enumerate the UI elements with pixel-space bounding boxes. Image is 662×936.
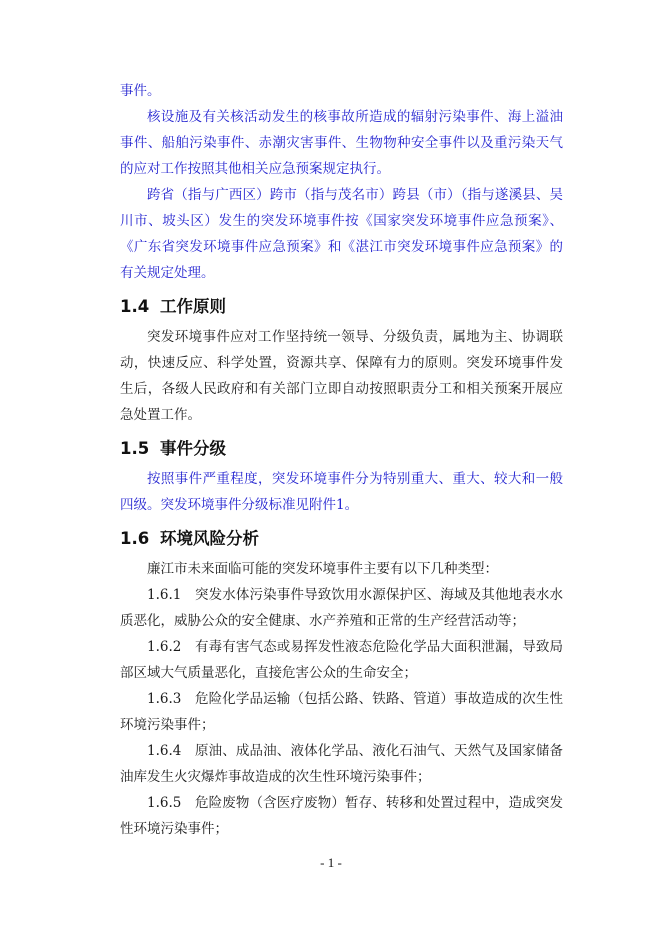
paragraph-cross-region-events: 跨省（指与广西区）跨市（指与茂名市）跨县（市）（指与遂溪县、吴川市、坡头区）发生的突发环境事件按《国家突发环境事件应急预案》、《广东省突发环境事件应急预案》和《湛江市突发环境事件应急预案》的有关规定处理。 [120,187,563,281]
page-number: - 1 - [320,855,342,870]
section-title: 事件分级 [160,439,226,458]
item-number: 1.6.1 [147,587,182,603]
section-number: 1.4 [120,297,150,316]
item-number: 1.6.2 [147,639,182,655]
paragraph-continuation: 事件。 [120,83,161,99]
section-title: 工作原则 [160,297,226,316]
section-heading-1-4 [120,296,563,318]
list-item-1-6-3 [120,686,563,738]
section-number: 1.6 [120,529,150,548]
list-item-1-6-5 [120,790,563,842]
item-text: 有毒有害气态或易挥发性液态危险化学品大面积泄漏，导致局部区域大气质量恶化，直接危害公众的生命安全； [120,639,563,681]
section-number: 1.5 [120,439,150,458]
item-number: 1.6.4 [147,743,182,759]
section-heading-1-5 [120,438,563,460]
item-number: 1.6.3 [147,691,182,707]
paragraph-risk-intro: 廉江市未来面临可能的突发环境事件主要有以下几种类型： [147,561,498,577]
paragraph-nuclear-events: 核设施及有关核活动发生的核事故所造成的辐射污染事件、海上溢油事件、船舶污染事件、赤潮灾害事件、生物物种安全事件以及重污染天气的应对工作按照其他相关应急预案规定执行。 [120,109,563,177]
item-text: 原油、成品油、液体化学品、液化石油气、天然气及国家储备油库发生火灾爆炸事故造成的次生性环境污染事件； [120,743,563,785]
section-title: 环境风险分析 [160,529,259,548]
item-text: 危险化学品运输（包括公路、铁路、管道）事故造成的次生性环境污染事件； [120,691,563,733]
item-text: 危险废物（含医疗废物）暂存、转移和处置过程中，造成突发性环境污染事件； [120,795,563,837]
item-number: 1.6.5 [147,795,182,811]
item-text: 突发水体污染事件导致饮用水源保护区、海域及其他地表水水质恶化，威胁公众的安全健康、水产养殖和正常的生产经营活动等； [120,587,563,629]
list-item-1-6-4 [120,738,563,790]
section-heading-1-6 [120,528,563,550]
paragraph-event-grading: 按照事件严重程度，突发环境事件分为特别重大、重大、较大和一般四级。突发环境事件分级标准见附件1。 [120,471,563,513]
document-body [120,78,563,842]
list-item-1-6-1 [120,582,563,634]
paragraph-work-principles: 突发环境事件应对工作坚持统一领导、分级负责，属地为主、协调联动，快速反应、科学处置，资源共享、保障有力的原则。突发环境事件发生后，各级人民政府和有关部门立即自动按照职责分工和相关预案开展应急处置工作。 [120,329,563,423]
list-item-1-6-2 [120,634,563,686]
